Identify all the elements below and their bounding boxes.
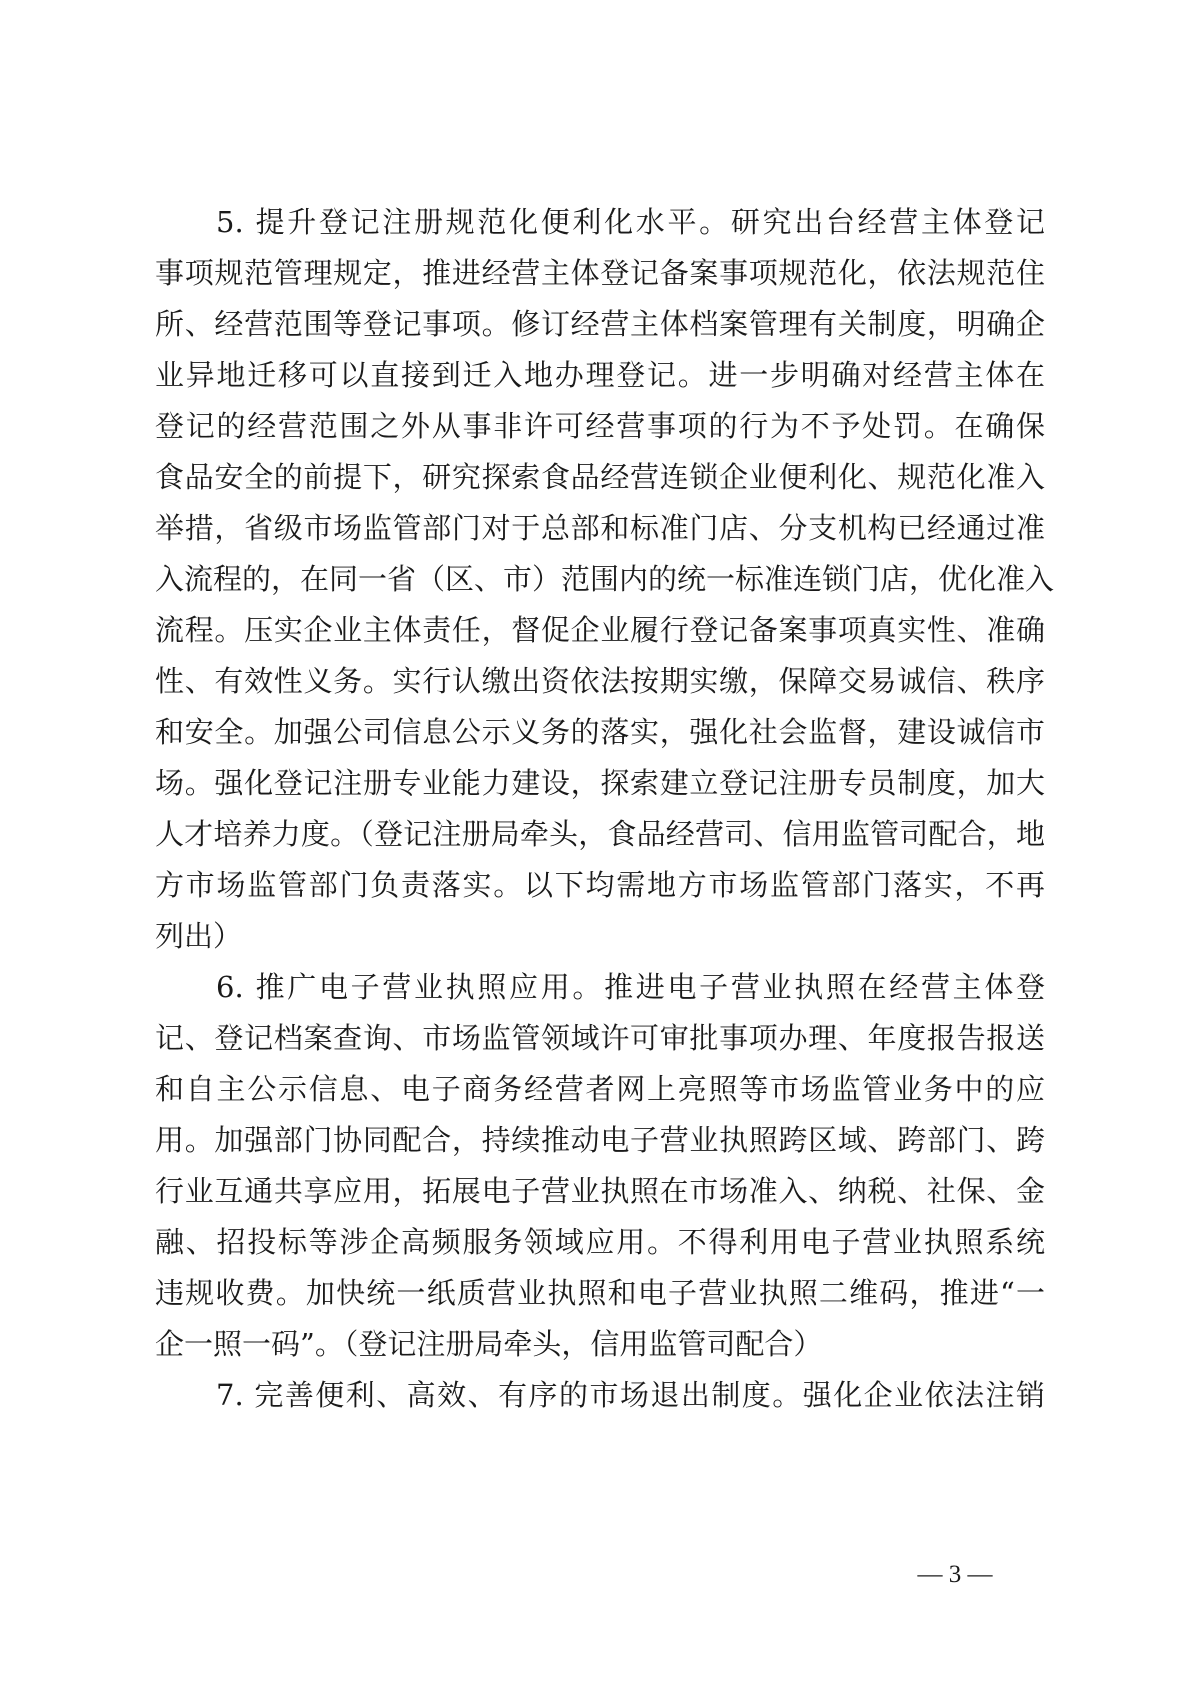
text-line: 场。强化登记注册专业能力建设，探索建立登记注册专员制度，加大 [155,766,1045,800]
text-line: 登记的经营范围之外从事非许可经营事项的行为不予处罚。在确保 [155,409,1045,443]
text-line: 方市场监管部门负责落实。以下均需地方市场监管部门落实，不再 [155,868,1045,902]
text-line: 性、有效性义务。实行认缴出资依法按期实缴，保障交易诚信、秩序 [155,664,1045,698]
text-line: 业异地迁移可以直接到迁入地办理登记。进一步明确对经营主体在 [155,358,1045,392]
text-line: 融、招投标等涉企高频服务领域应用。不得利用电子营业执照系统 [155,1225,1045,1259]
text-line: 列出） [155,919,243,953]
text-line: 和安全。加强公司信息公示义务的落实，强化社会监督，建设诚信市 [155,715,1045,749]
text-line: 6. 推广电子营业执照应用。推进电子营业执照在经营主体登 [216,970,1045,1004]
text-line: 5. 提升登记注册规范化便利化水平。研究出台经营主体登记 [216,205,1045,239]
page-number: — 3 — [917,1561,993,1588]
text-line: 违规收费。加快统一纸质营业执照和电子营业执照二维码，推进“一 [155,1276,1045,1310]
text-line: 所、经营范围等登记事项。修订经营主体档案管理有关制度，明确企 [155,307,1045,341]
text-line: 7. 完善便利、高效、有序的市场退出制度。强化企业依法注销 [216,1378,1045,1412]
text-line: 事项规范管理规定，推进经营主体登记备案事项规范化，依法规范住 [155,256,1045,290]
text-line: 入流程的，在同一省（区、市）范围内的统一标准连锁门店，优化准入 [155,562,1055,596]
text-line: 人才培养力度。（登记注册局牵头，食品经营司、信用监管司配合，地 [155,817,1045,851]
text-line: 和自主公示信息、电子商务经营者网上亮照等市场监管业务中的应 [155,1072,1045,1106]
text-line: 举措，省级市场监管部门对于总部和标准门店、分支机构已经通过准 [155,511,1045,545]
text-line: 流程。压实企业主体责任，督促企业履行登记备案事项真实性、准确 [155,613,1045,647]
text-line: 记、登记档案查询、市场监管领域许可审批事项办理、年度报告报送 [155,1021,1045,1055]
text-line: 食品安全的前提下，研究探索食品经营连锁企业便利化、规范化准入 [155,460,1045,494]
text-line: 行业互通共享应用，拓展电子营业执照在市场准入、纳税、社保、金 [155,1174,1045,1208]
text-line: 企一照一码”。（登记注册局牵头，信用监管司配合） [155,1327,823,1361]
text-line: 用。加强部门协同配合，持续推动电子营业执照跨区域、跨部门、跨 [155,1123,1045,1157]
